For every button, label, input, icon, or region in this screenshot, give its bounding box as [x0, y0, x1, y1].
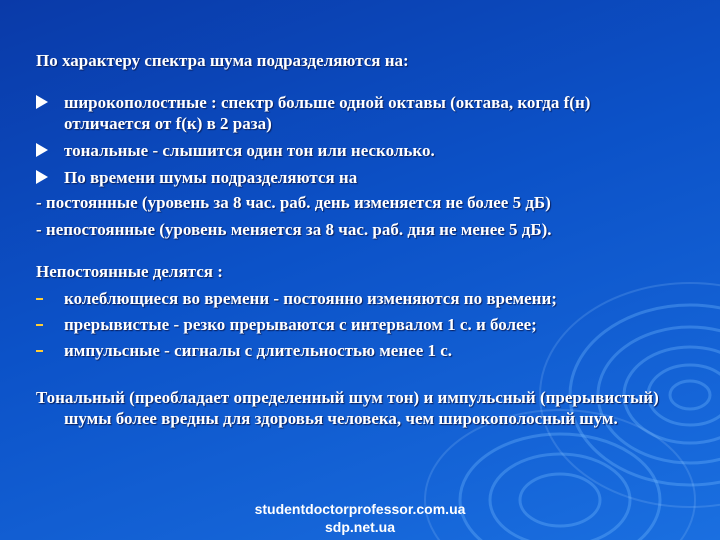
footer-site-secondary: sdp.net.ua: [324, 519, 395, 535]
list-item-text: импульсные - сигналы с длительностью менее 1 с.: [64, 341, 453, 360]
list-item-text: колеблющиеся во времени - постоянно изменяются по времени;: [64, 289, 557, 308]
list-item: [36, 167, 676, 188]
arrow-right-icon: [36, 95, 48, 109]
list-item-text: тональные - слышится один тон или несколько.: [64, 141, 435, 160]
dash-icon: [36, 350, 43, 352]
arrow-right-icon: [36, 170, 48, 184]
list-item-text: По времени шумы подразделяются на: [64, 168, 358, 187]
list-item: [36, 140, 676, 161]
list-item-text: прерывистые - резко прерываются с интервалом 1 с. и более;: [64, 315, 537, 334]
list-item: [36, 92, 676, 134]
slide-content: [36, 50, 676, 429]
dash-icon: [36, 298, 43, 300]
list-item: [36, 288, 676, 309]
time-line-constant: - постоянные (уровень за 8 час. раб. день изменяется не более 5 дБ): [36, 193, 551, 212]
subheading: Непостоянные делятся :: [36, 262, 223, 281]
conclusion-paragraph: Тональный (преобладает определенный шум тон) и импульсный (прерывистый) шумы более вредны для здоровья человека, чем широкополосный шум.: [36, 388, 659, 428]
slide-heading: По характеру спектра шума подразделяются на:: [36, 51, 409, 70]
arrow-right-icon: [36, 143, 48, 157]
list-item-text: широкополостные : спектр больше одной октавы (октава, когда f(н) отличается от f(к) в 2 раза): [64, 93, 591, 133]
list-item: [36, 314, 676, 335]
footer-site-primary: studentdoctorprofessor.com.ua: [254, 501, 466, 517]
list-item: [36, 340, 676, 361]
dash-icon: [36, 324, 43, 326]
time-line-nonconstant: - непостоянные (уровень меняется за 8 час. раб. дня не менее 5 дБ).: [36, 220, 552, 239]
